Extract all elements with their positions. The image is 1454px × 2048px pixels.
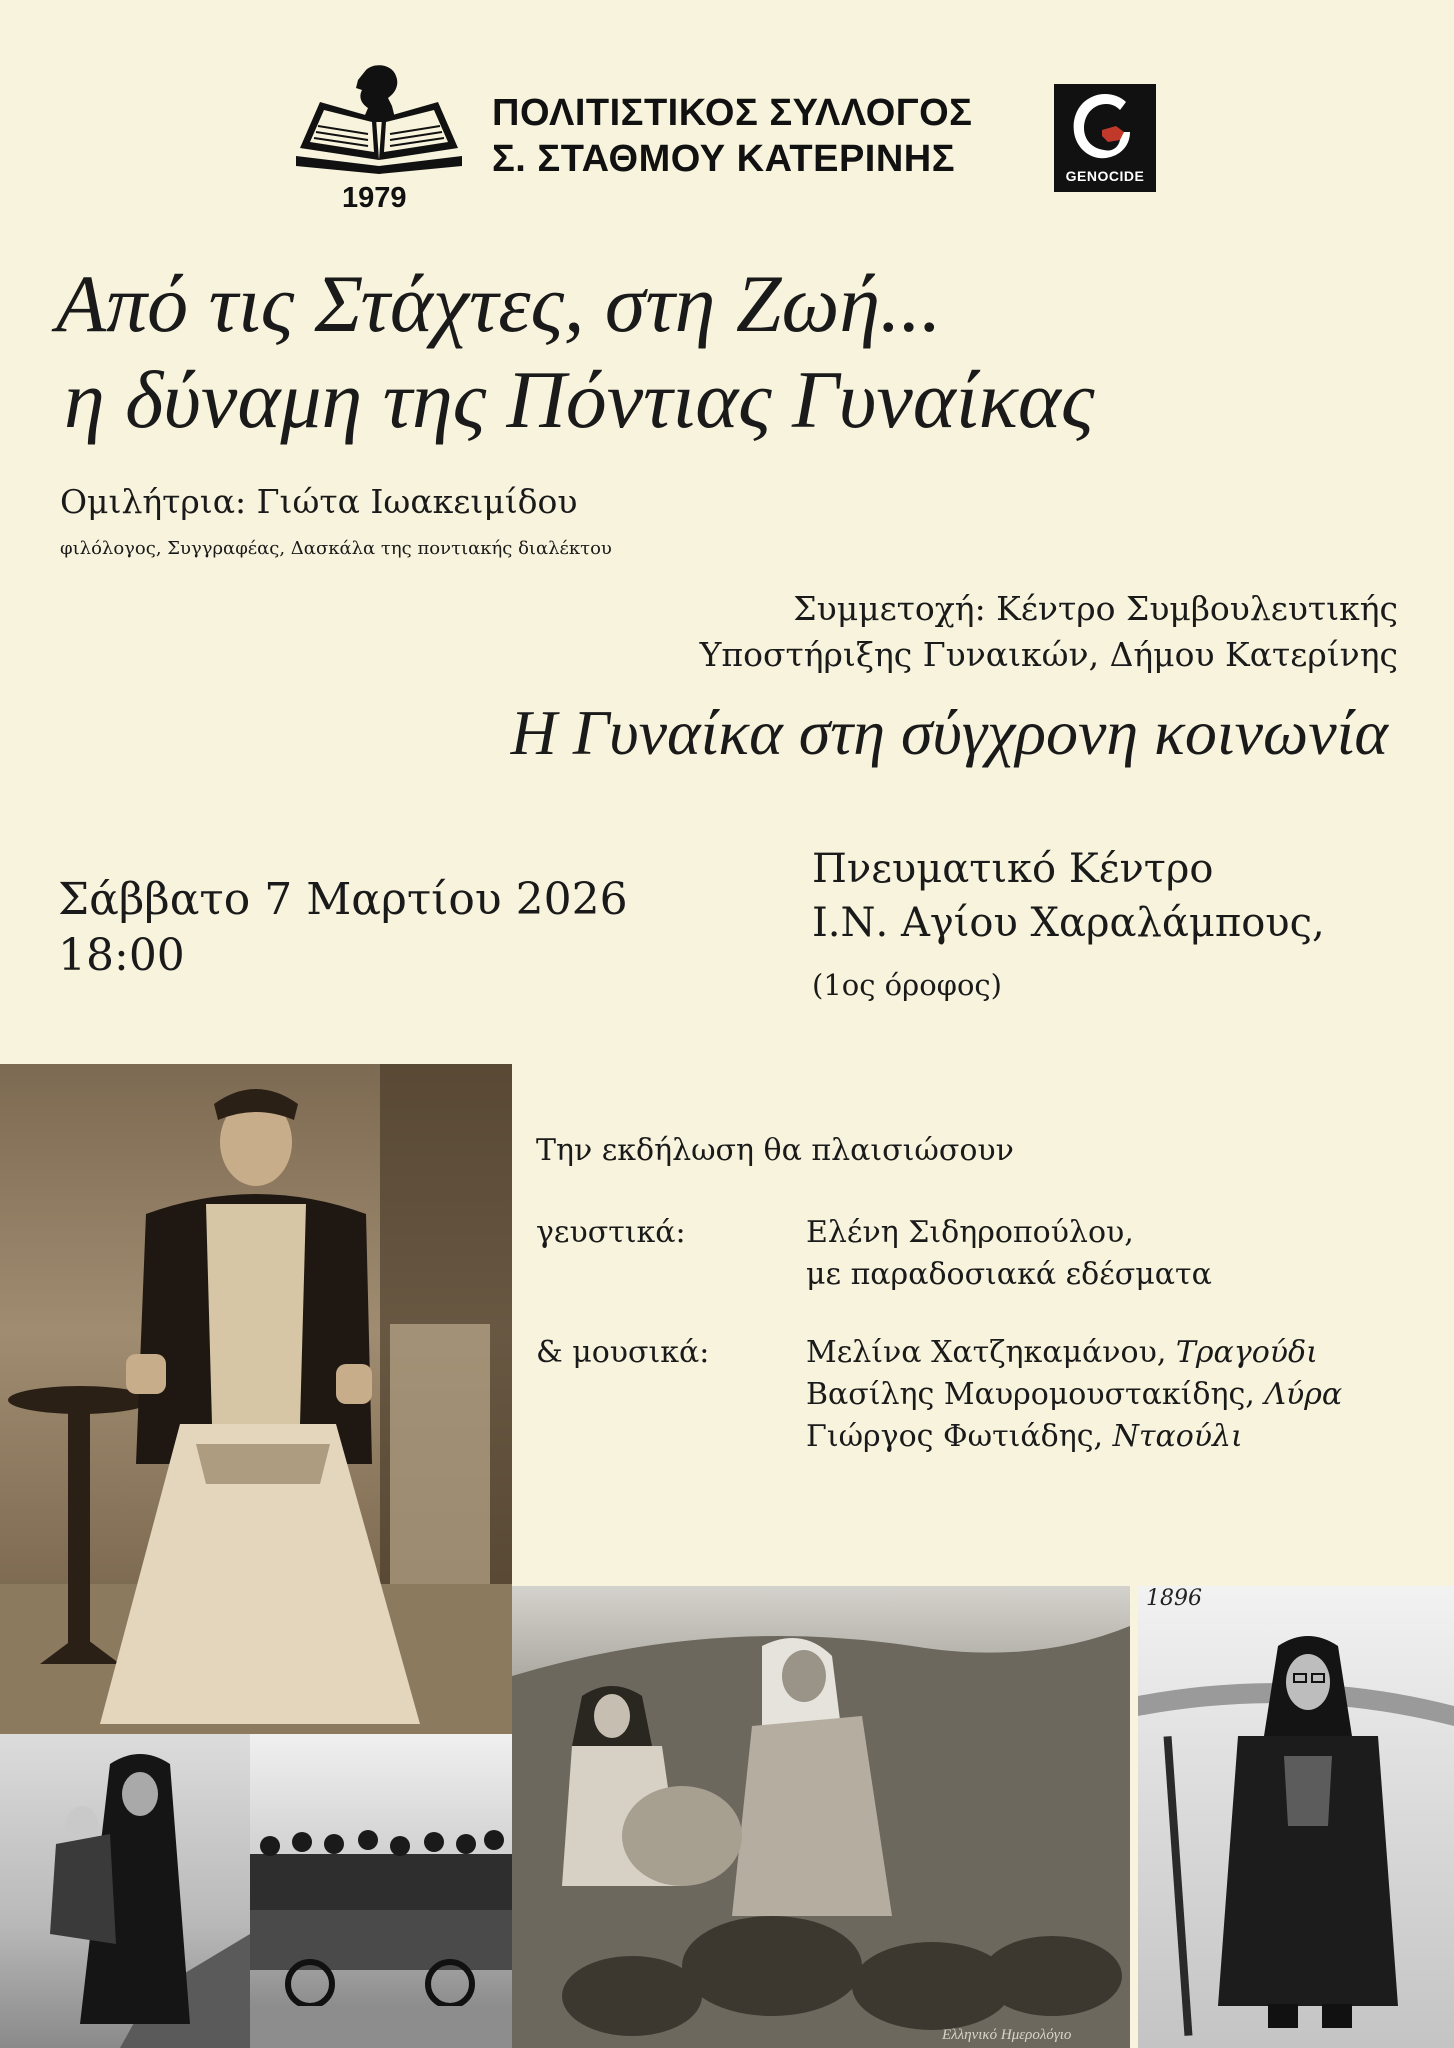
genocide-logo	[1054, 84, 1156, 192]
book-knight-logo	[296, 62, 462, 174]
musician-name: Μελίνα Χατζηκαμάνου,	[806, 1335, 1176, 1370]
event-datetime	[58, 872, 628, 984]
event-venue	[812, 842, 1325, 950]
speaker-description: φιλόλογος, Συγγραφέας, Δασκάλα της ποντιακής διαλέκτου	[60, 538, 612, 559]
woman-rifle-illustration	[1138, 1586, 1454, 2048]
event-date: Σάββατο 7 Μαρτίου 2026	[58, 874, 628, 925]
venue-line-1: Πνευματικό Κέντρο	[812, 846, 1214, 892]
musician-role: Λύρα	[1264, 1377, 1343, 1412]
musician-role: Νταούλι	[1112, 1419, 1243, 1454]
photo-woman-with-rifle	[1138, 1586, 1454, 2048]
portrait-woman-illustration	[0, 1064, 512, 1734]
musician-row	[806, 1374, 1342, 1416]
musician-row	[806, 1416, 1342, 1458]
title-line-2: η δύναμη της Πόντιας Γυναίκας	[64, 354, 1095, 445]
venue-line-2: Ι.Ν. Αγίου Χαραλάμπους,	[812, 900, 1325, 946]
speaker-name: Ομιλήτρια: Γιώτα Ιωακειμίδου	[60, 482, 578, 521]
food-label: γευστικά:	[536, 1215, 686, 1250]
field-illustration	[512, 1586, 1130, 2048]
photo-woman-girl-field	[512, 1586, 1130, 2048]
food-line-2: με παραδοσιακά εδέσματα	[806, 1257, 1212, 1292]
organization-line-2: Σ. ΣΤΑΘΜΟΥ ΚΑΤΕΡΙΝΗΣ	[492, 138, 956, 180]
event-title	[56, 256, 1094, 448]
photo-mother-with-child	[0, 1734, 250, 2048]
book-knight-icon	[296, 62, 462, 174]
musician-row	[806, 1332, 1342, 1374]
genocide-label: GENOCIDE	[1065, 168, 1145, 184]
participation-line-2: Υποστήριξης Γυναικών, Δήμου Κατερίνης	[699, 635, 1398, 674]
photo-year-note: 1896	[1146, 1586, 1202, 1611]
musicians-list	[806, 1332, 1342, 1458]
participation-topic: Η Γυναίκα στη σύγχρονη κοινωνία	[510, 697, 1388, 768]
musician-name: Γιώργος Φωτιάδης,	[806, 1419, 1113, 1454]
participation-line-1: Συμμετοχή: Κέντρο Συμβουλευτικής	[793, 589, 1398, 628]
food-line-1: Ελένη Σιδηροπούλου,	[806, 1215, 1134, 1250]
title-line-1: Από τις Στάχτες, στη Ζωή...	[56, 258, 942, 349]
genocide-g-icon	[1054, 88, 1156, 168]
refugees-illustration	[250, 1734, 512, 2048]
portrait-photo-pontic-woman	[0, 1064, 512, 1734]
food-details	[806, 1212, 1212, 1296]
venue-floor: (1ος όροφος)	[812, 968, 1002, 1002]
founding-year: 1979	[342, 182, 407, 214]
program-intro: Την εκδήλωση θα πλαισιώσουν	[536, 1133, 1014, 1168]
event-time: 18:00	[58, 930, 185, 981]
musician-name: Βασίλης Μαυρομουστακίδης,	[806, 1377, 1265, 1412]
mother-child-illustration	[0, 1734, 250, 2048]
musician-role: Τραγούδι	[1175, 1335, 1318, 1370]
music-label: & μουσικά:	[536, 1335, 710, 1370]
photo-refugees-cart	[250, 1734, 512, 2048]
organization-line-1: ΠΟΛΙΤΙΣΤΙΚΟΣ ΣΥΛΛΟΓΟΣ	[492, 92, 973, 134]
photo-caption-note: Ελληνικό Ημερολόγιο	[942, 2027, 1072, 2043]
organization-name	[492, 90, 972, 182]
participation-block	[700, 586, 1398, 678]
